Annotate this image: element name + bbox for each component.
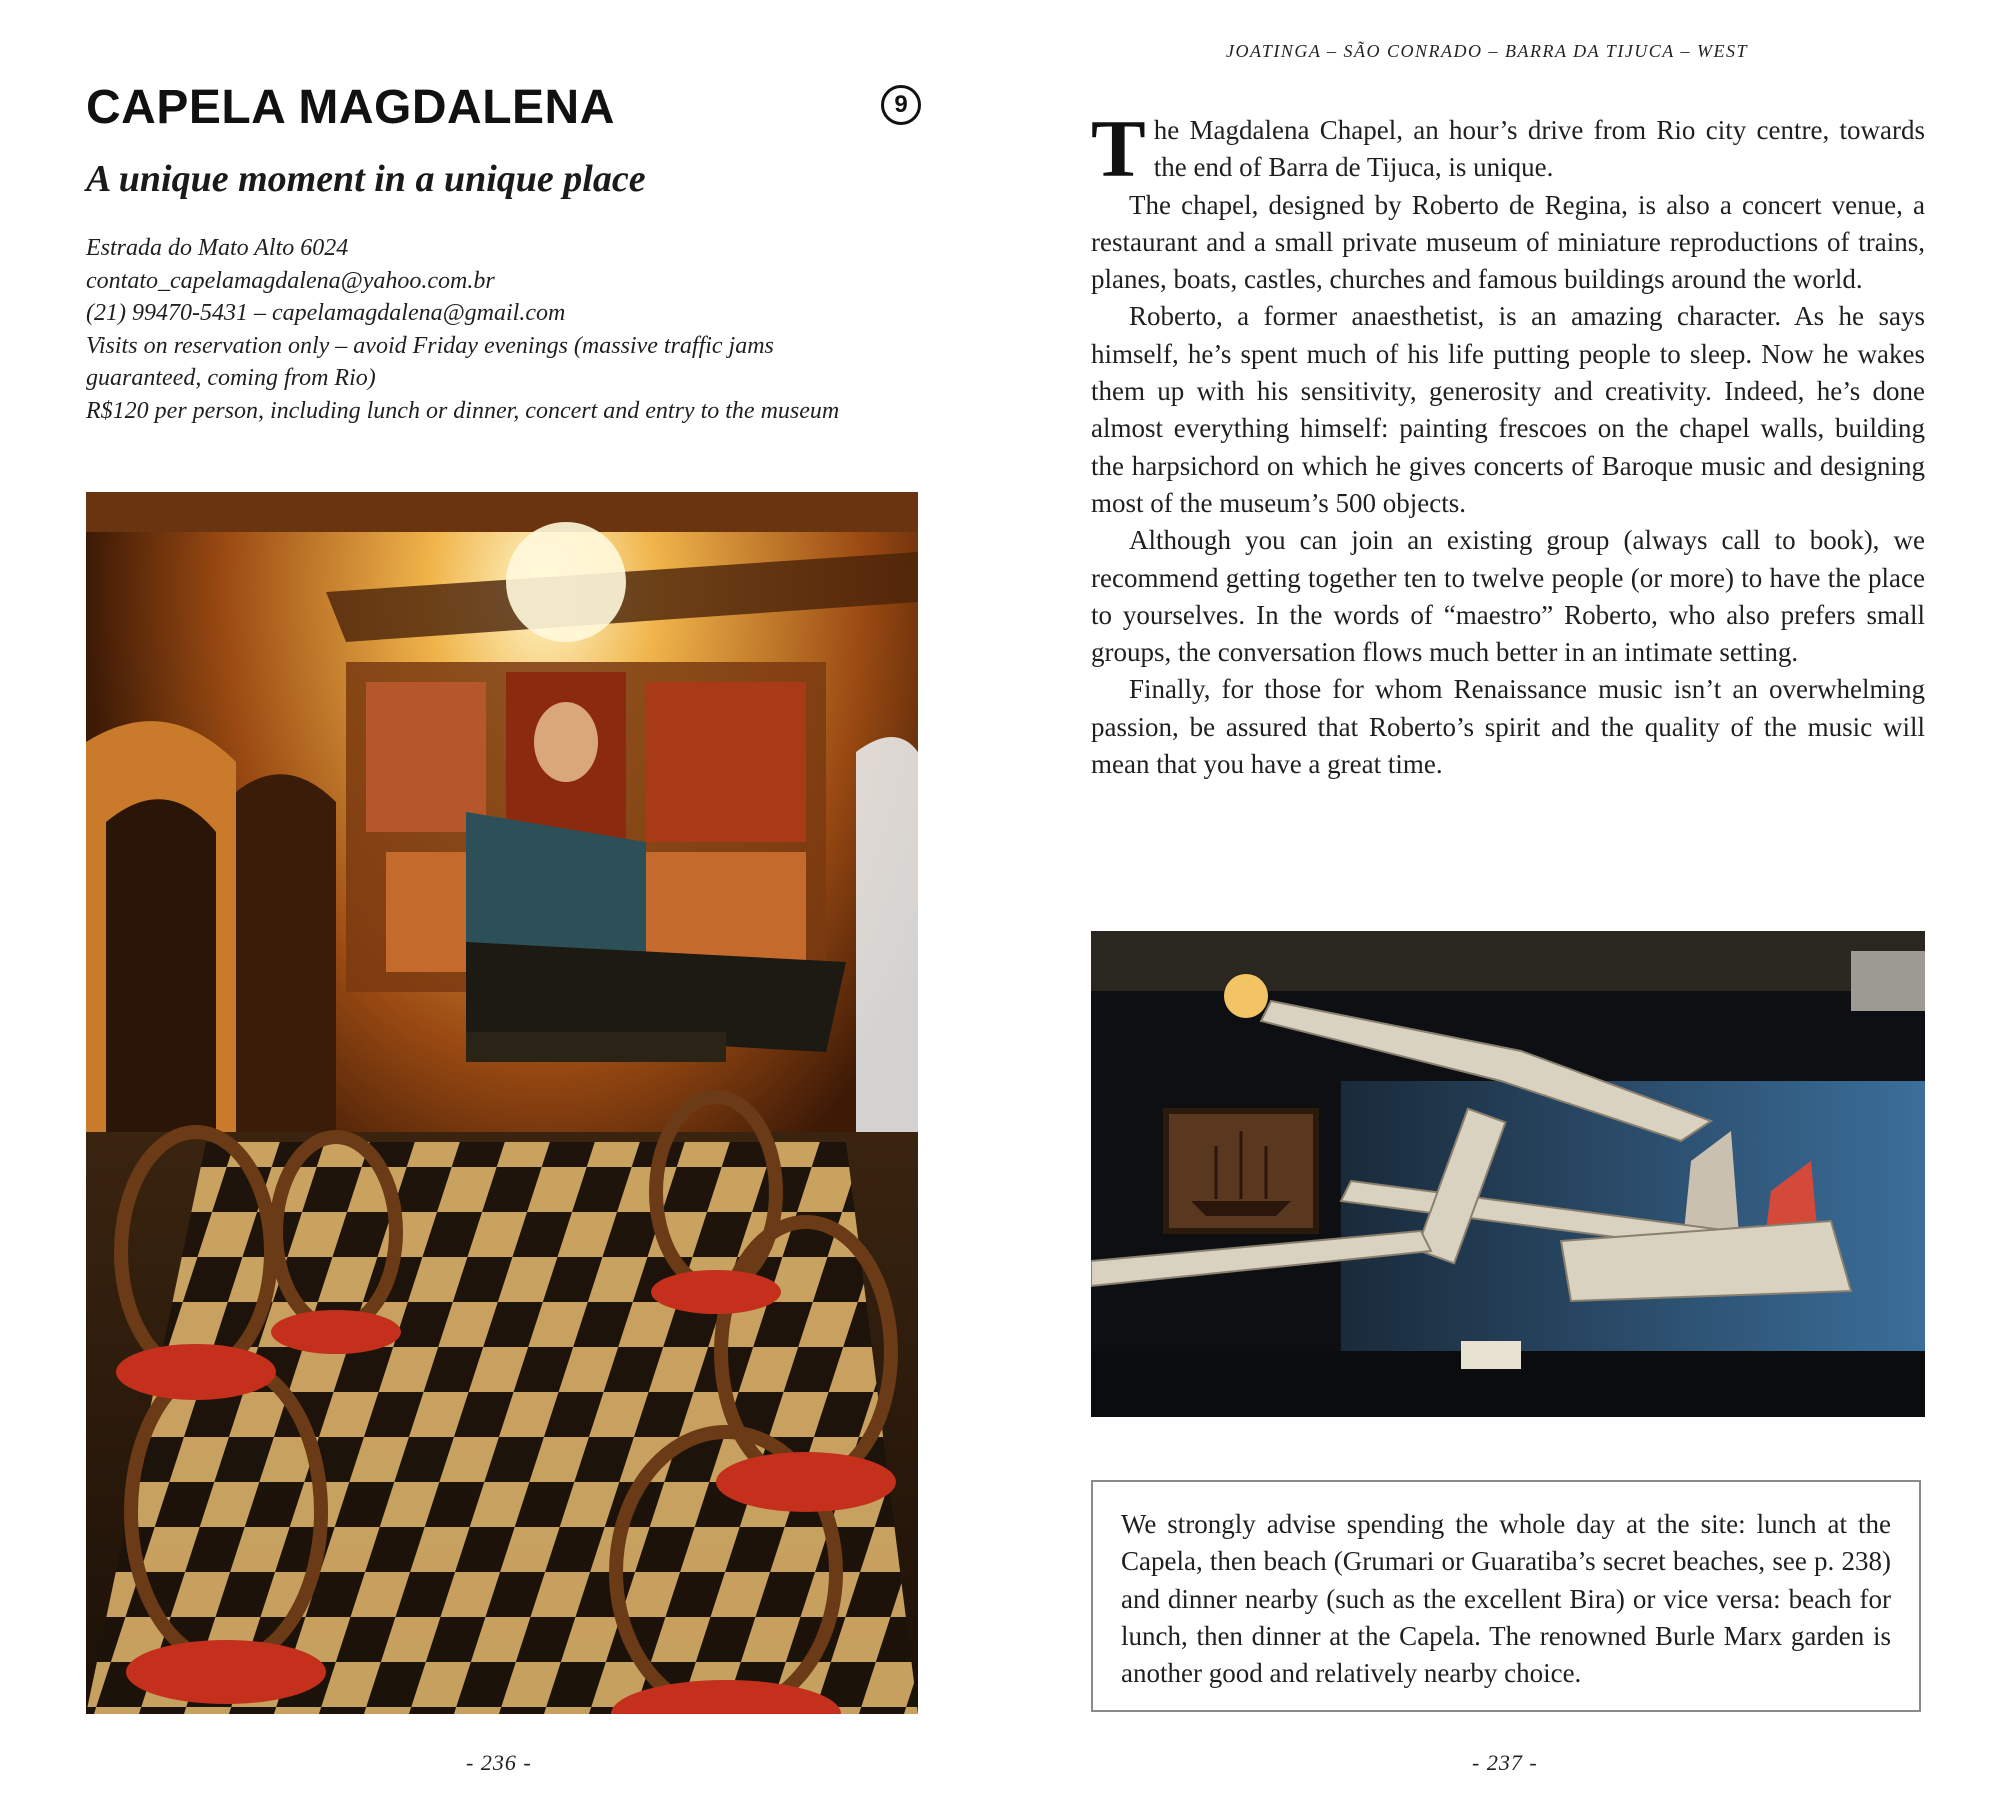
tip-text: We strongly advise spending the whole day at the site: lunch at the Capela, then beach (Grumari or Guaratiba’s secret beaches, see p. 238) and dinner nearby (such as the excellent Bira) or vice versa: beach for lunch, then dinner at the Capela. The renowned Burle Marx garden is another good and relatively nearby choice. xyxy=(1121,1509,1891,1689)
tip-box xyxy=(1091,1480,1921,1712)
running-head: JOATINGA – SÃO CONRADO – BARRA DA TIJUCA – WEST xyxy=(1226,41,1748,61)
entry-number-badge: 9 xyxy=(881,85,921,125)
chapel-interior-photo xyxy=(86,492,918,1714)
entry-title: CAPELA MAGDALENA xyxy=(86,81,615,134)
phone-email: (21) 99470-5431 – capelamagdalena@gmail.com xyxy=(86,300,566,326)
price-info: R$120 per person, including lunch or dinner, concert and entry to the museum xyxy=(86,397,840,424)
address: Estrada do Mato Alto 6024 xyxy=(86,235,349,261)
page-number-left: - 236 - xyxy=(466,1750,532,1775)
paragraph-1 xyxy=(1091,103,1925,194)
email: contato_capelamagdalena@yahoo.com.br xyxy=(86,267,495,294)
article-body xyxy=(1091,103,1925,783)
practical-info xyxy=(86,232,886,427)
entry-subtitle: A unique moment in a unique place xyxy=(86,158,646,200)
paragraph-4: Although you can join an existing group (always call to book), we recommend getting together ten to twelve people (or more) to have the place to yourselves. In the words of “maestro” Roberto, who also prefers small groups, the conversation flows much better in an intimate setting. xyxy=(1091,525,1925,668)
paragraph-2: The chapel, designed by Roberto de Regina, is also a concert venue, a restaurant and a small private museum of miniature reproductions of trains, planes, boats, castles, churches and famous buildings around the world. xyxy=(1091,189,1925,295)
museum-model-planes-photo xyxy=(1091,931,1925,1417)
drop-cap: T xyxy=(1091,103,1146,194)
visiting-note: Visits on reservation only – avoid Friday evenings (massive traffic jams guaranteed, coming from Rio) xyxy=(86,332,774,391)
paragraph-5: Finally, for those for whom Renaissance music isn’t an overwhelming passion, be assured that Roberto’s spirit and the quality of the music will mean that you have a great time. xyxy=(1091,674,1925,780)
paragraph-1-text: he Magdalena Chapel, an hour’s drive from Rio city centre, towards the end of Barra de Tijuca, is unique. xyxy=(1153,115,1925,183)
page-number-right: - 237 - xyxy=(1472,1750,1538,1775)
paragraph-3: Roberto, a former anaesthetist, is an amazing character. As he says himself, he’s spent much of his life putting people to sleep. Now he wakes them up with his sensitivity, generosity and creativity. Indeed, he’s done almost everything himself: painting frescoes on the chapel walls, building the harpsichord on which he gives concerts of Baroque music and designing most of the museum’s 500 objects. xyxy=(1091,301,1925,518)
